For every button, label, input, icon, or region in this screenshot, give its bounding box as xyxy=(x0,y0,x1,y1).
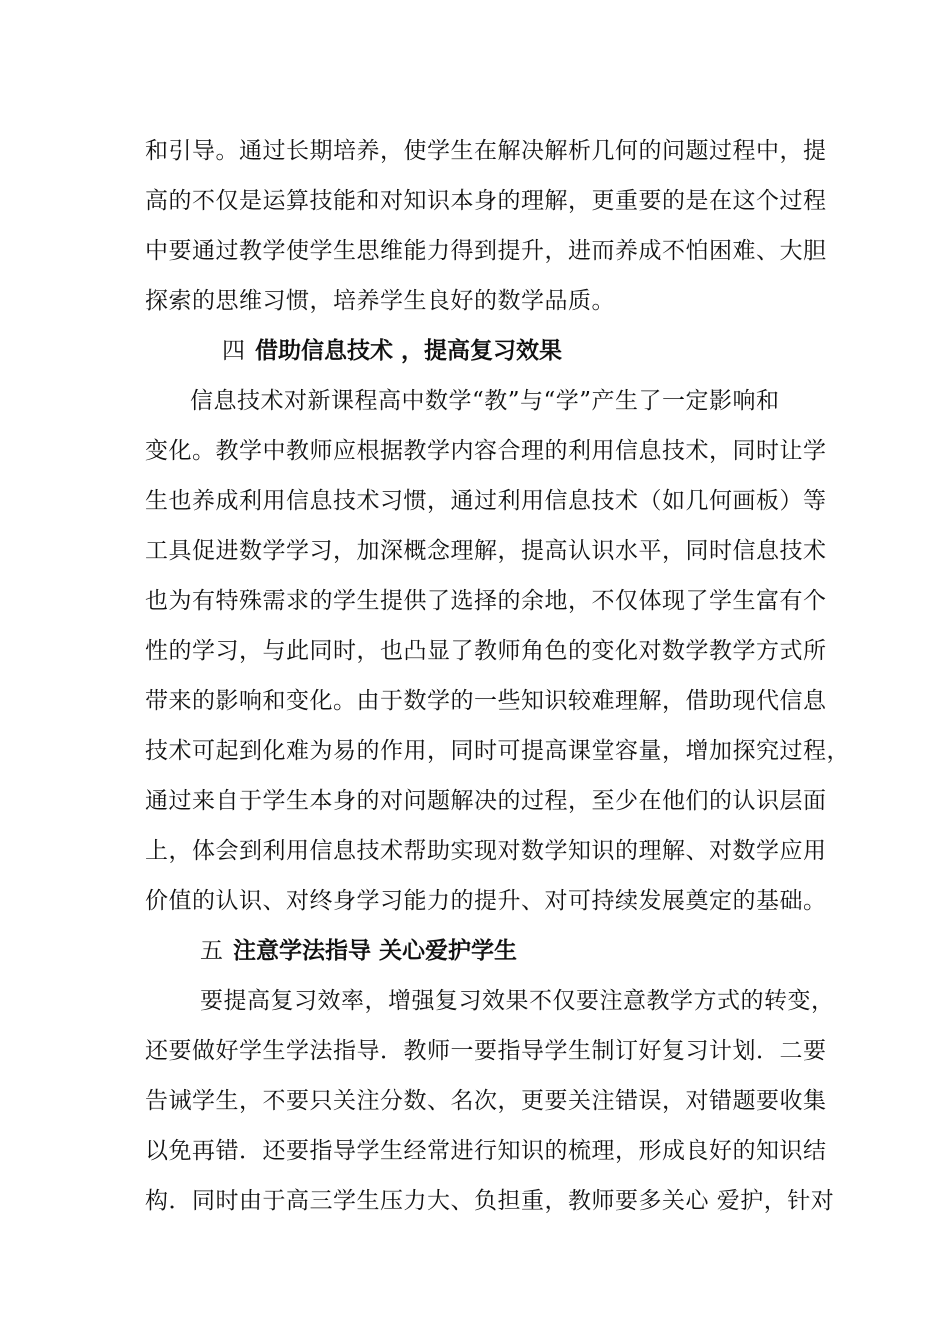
paragraph-line: 也为有特殊需求的学生提供了选择的余地，不仅体现了学生富有个 xyxy=(145,588,827,614)
paragraph-line: 生也养成利用信息技术习惯，通过利用信息技术（如几何画板）等 xyxy=(145,488,827,514)
paragraph-line: 以免再错．还要指导学生经常进行知识的梳理，形成良好的知识结 xyxy=(145,1138,827,1164)
section-heading-4 xyxy=(222,331,562,371)
paragraph-line: 技术可起到化难为易的作用，同时可提高课堂容量，增加探究过程， xyxy=(145,738,850,764)
section-number: 四 xyxy=(222,338,245,364)
paragraph-line: 要提高复习效率，增强复习效果不仅要注意教学方式的转变， xyxy=(200,988,835,1014)
paragraph-line: 探索的思维习惯，培养学生良好的数学品质。 xyxy=(145,288,615,314)
paragraph-line: 变化。教学中教师应根据教学内容合理的利用信息技术，同时让学 xyxy=(145,438,827,464)
paragraph-line: 和引导。通过长期培养，使学生在解决解析几何的问题过程中，提 xyxy=(145,138,827,164)
paragraph-line: 构．同时由于高三学生压力大、负担重，教师要多关心 爱护，针对 xyxy=(145,1188,835,1214)
paragraph-line: 上，体会到利用信息技术帮助实现对数学知识的理解、对数学应用 xyxy=(145,838,827,864)
paragraph-line: 还要做好学生学法指导．教师一要指导学生制订好复习计划．二要 xyxy=(145,1038,827,1064)
section-title: 借助信息技术 ，提高复习效果 xyxy=(255,338,563,364)
section-heading-5 xyxy=(200,931,517,971)
section-number: 五 xyxy=(200,938,223,964)
paragraph-line: 价值的认识、对终身学习能力的提升、对可持续发展奠定的基础。 xyxy=(145,888,827,914)
paragraph-line: 带来的影响和变化。由于数学的一些知识较难理解，借助现代信息 xyxy=(145,688,827,714)
paragraph-line: 性的学习，与此同时，也凸显了教师角色的变化对数学教学方式所 xyxy=(145,638,827,664)
paragraph-line: 中要通过教学使学生思维能力得到提升，进而养成不怕困难、大胆 xyxy=(145,238,827,264)
paragraph-line: 高的不仅是运算技能和对知识本身的理解，更重要的是在这个过程 xyxy=(145,188,827,214)
paragraph-line: 通过来自于学生本身的对问题解决的过程，至少在他们的认识层面 xyxy=(145,788,827,814)
paragraph-line: 工具促进数学学习，加深概念理解，提高认识水平，同时信息技术 xyxy=(145,538,827,564)
paragraph-line: 告诫学生，不要只关注分数、名次，更要关注错误，对错题要收集 xyxy=(145,1088,827,1114)
section-title: 注意学法指导 关心爱护学生 xyxy=(233,938,518,964)
paragraph-line: 信息技术对新课程高中数学“教”与“学”产生了一定影响和 xyxy=(190,388,780,414)
